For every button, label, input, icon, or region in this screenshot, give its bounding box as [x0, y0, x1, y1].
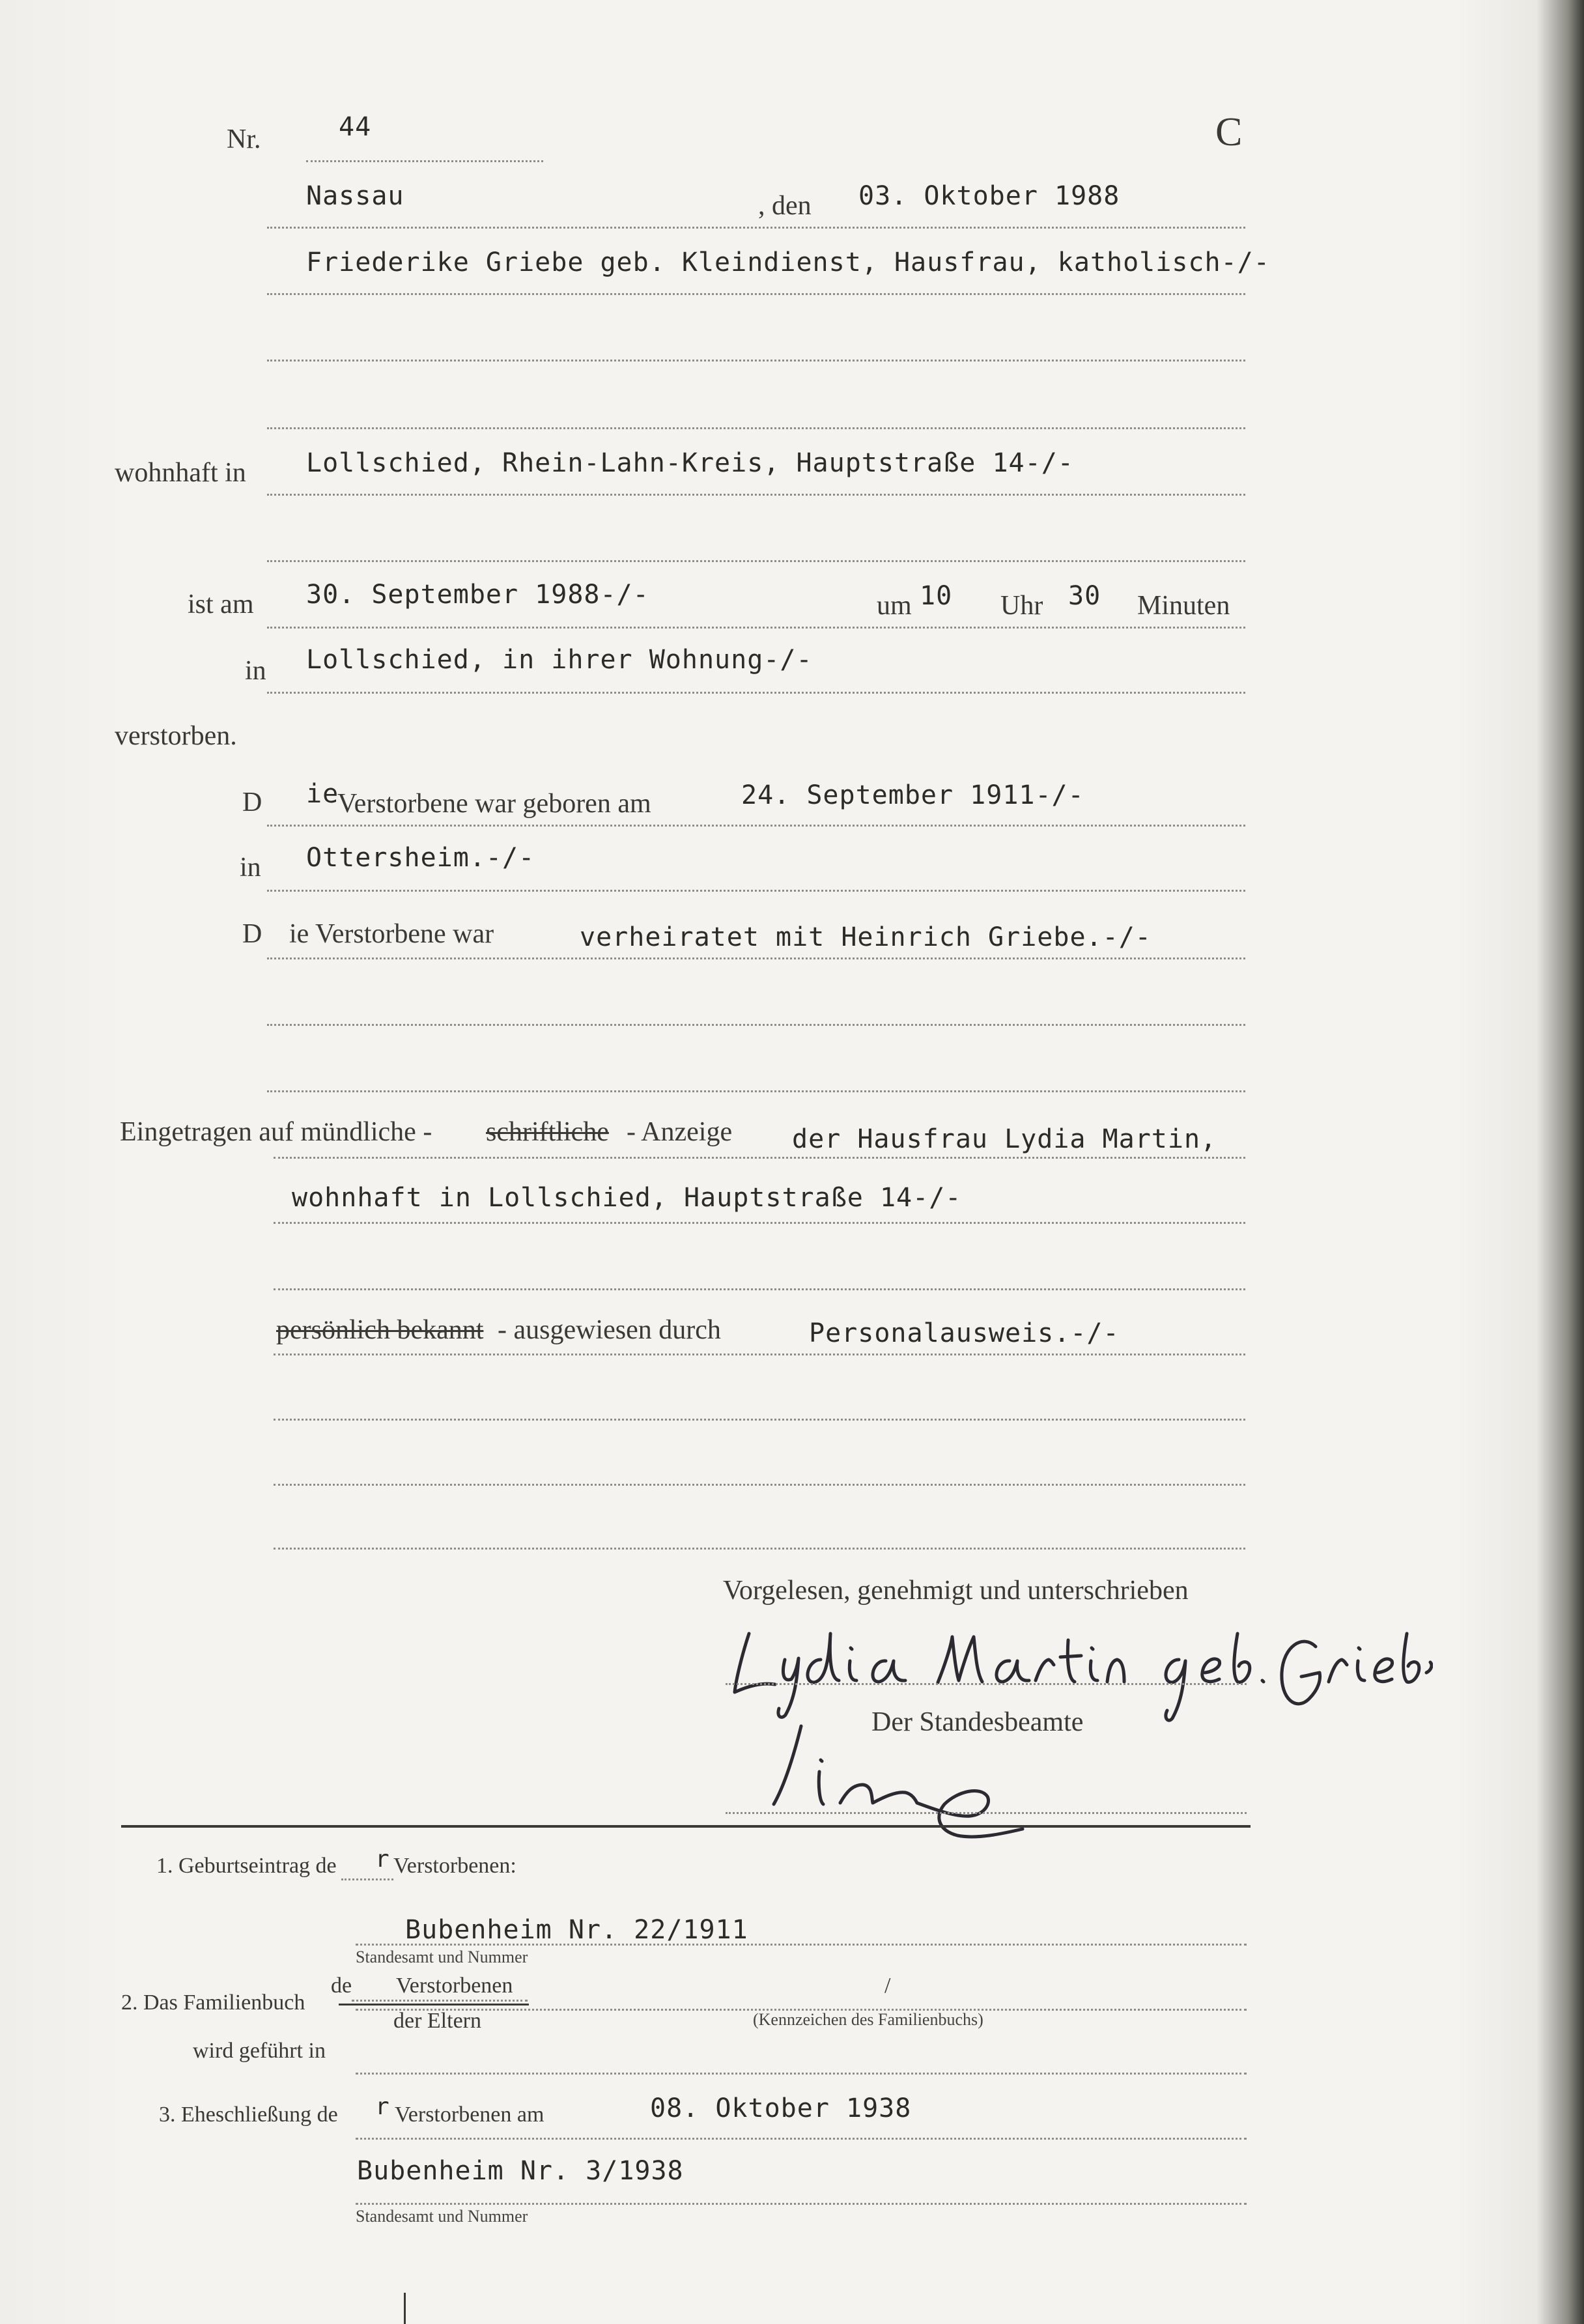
blank-line-c [274, 1548, 1245, 1550]
item2-slash: / [884, 1974, 891, 1998]
item3-date: 08. Oktober 1938 [650, 2093, 912, 2123]
standesbeamte-label: Der Standesbeamte [871, 1707, 1084, 1737]
item2-label: 2. Das Familienbuch [121, 1991, 305, 2015]
nr-value: 44 [339, 112, 372, 142]
registrar-signature-line [726, 1812, 1247, 1814]
item3-date-line [356, 2138, 1247, 2140]
item1-suffix: Verstorbenen: [393, 1854, 516, 1878]
registration-line-blank [274, 1288, 1245, 1290]
death-place-value: Lollschied, in ihrer Wohnung-/- [306, 645, 813, 675]
item2-verstorbenen: Verstorbenen [396, 1974, 513, 1998]
um-label: um [877, 591, 912, 621]
marital-status-value: verheiratet mit Heinrich Griebe.-/- [580, 922, 1152, 952]
item2-gefuehrt: wird geführt in [193, 2039, 326, 2063]
uhr-label: Uhr [1000, 591, 1043, 621]
place-date-line [267, 227, 1245, 229]
name-line-1 [267, 293, 1245, 295]
name-line-2 [267, 360, 1245, 361]
hour-value: 10 [920, 581, 953, 611]
verstorben-label: verstorben. [115, 721, 237, 751]
id-document-value: Personalausweis.-/- [809, 1318, 1120, 1348]
place-value: Nassau [306, 181, 404, 211]
marital-line-3 [267, 1090, 1245, 1092]
eingetragen-label: Eingetragen auf mündliche - [120, 1117, 432, 1147]
marital-d: D [242, 919, 262, 949]
birth-place-value: Ottersheim.-/- [306, 843, 535, 873]
item2-de-dotline [352, 2000, 528, 2002]
item3-label: 3. Eheschließung de [159, 2103, 338, 2127]
nr-line [306, 160, 543, 162]
marital-line-2 [267, 1024, 1245, 1026]
informant-line [274, 1157, 1245, 1159]
birth-place-line [267, 890, 1245, 892]
registrar-signature [749, 1720, 1036, 1850]
id-document-line [274, 1353, 1245, 1355]
death-date-line [267, 627, 1245, 629]
section-divider [121, 1825, 1251, 1828]
den-label: , den [758, 191, 812, 221]
birth-date-line [267, 825, 1245, 827]
date-value: 03. Oktober 1988 [858, 181, 1120, 211]
name-line-3 [267, 427, 1245, 429]
residence-line-2 [267, 560, 1245, 562]
item1-de-line [341, 1878, 393, 1880]
item1-r: r [375, 1846, 390, 1873]
bottom-tick [404, 2293, 406, 2324]
item3-suffix: Verstorbenen am [395, 2103, 544, 2127]
minuten-label: Minuten [1137, 591, 1230, 621]
residence-label: wohnhaft in [115, 458, 246, 488]
vorgelesen-label: Vorgelesen, genehmigt und unterschrieben [723, 1576, 1189, 1606]
item1-standesamt-caption: Standesamt und Nummer [356, 1948, 528, 1966]
item1-label: 1. Geburtseintrag de [156, 1854, 337, 1878]
death-date-label: ist am [188, 589, 254, 619]
item1-value-line [356, 1944, 1247, 1946]
item2-brace-line [339, 2004, 529, 2005]
birth-label: Verstorbene war geboren am [337, 789, 651, 819]
death-place-in-label: in [245, 656, 266, 686]
death-place-line [267, 692, 1245, 694]
item3-value: Bubenheim Nr. 3/1938 [357, 2156, 684, 2186]
birth-in-label: in [240, 853, 261, 883]
blank-line-b [274, 1484, 1245, 1486]
minutes-value: 30 [1068, 581, 1101, 611]
informant-residence-value: wohnhaft in Lollschied, Hauptstraße 14-/- [292, 1183, 962, 1213]
birth-d: D [242, 787, 262, 817]
register-letter: C [1215, 110, 1243, 154]
birth-ie: ie [306, 779, 339, 809]
item3-standesamt-caption: Standesamt und Nummer [356, 2207, 528, 2226]
persoenlich-bekannt-struck: persönlich bekannt [276, 1315, 484, 1345]
blank-line-a [274, 1419, 1245, 1421]
birth-date-value: 24. September 1911-/- [741, 780, 1084, 810]
nr-label: Nr. [227, 124, 261, 154]
item2-de: de [331, 1974, 352, 1998]
deceased-name-line: Friederike Griebe geb. Kleindienst, Hausfrau, katholisch-/- [306, 248, 1270, 277]
marital-line [267, 957, 1245, 959]
residence-line [267, 494, 1245, 496]
informant-signature-line [726, 1683, 1247, 1685]
informant-value: der Hausfrau Lydia Martin, [792, 1124, 1217, 1154]
ausgewiesen-label: - ausgewiesen durch [498, 1315, 721, 1345]
item3-r: r [375, 2093, 390, 2120]
item2-eltern: der Eltern [393, 2009, 481, 2033]
item2-kennzeichen-caption: (Kennzeichen des Familienbuchs) [753, 2010, 983, 2029]
item2-gefuehrt-line [356, 2073, 1247, 2075]
informant-residence-line [274, 1222, 1245, 1224]
anzeige-label: - Anzeige [627, 1117, 733, 1147]
death-date-value: 30. September 1988-/- [306, 580, 649, 610]
item3-value-line [356, 2203, 1247, 2205]
schriftliche-struck: schriftliche [486, 1117, 609, 1147]
marital-label: ie Verstorbene war [289, 919, 494, 949]
item1-value: Bubenheim Nr. 22/1911 [405, 1915, 748, 1945]
residence-value: Lollschied, Rhein-Lahn-Kreis, Hauptstraße 14-/- [306, 448, 1074, 478]
